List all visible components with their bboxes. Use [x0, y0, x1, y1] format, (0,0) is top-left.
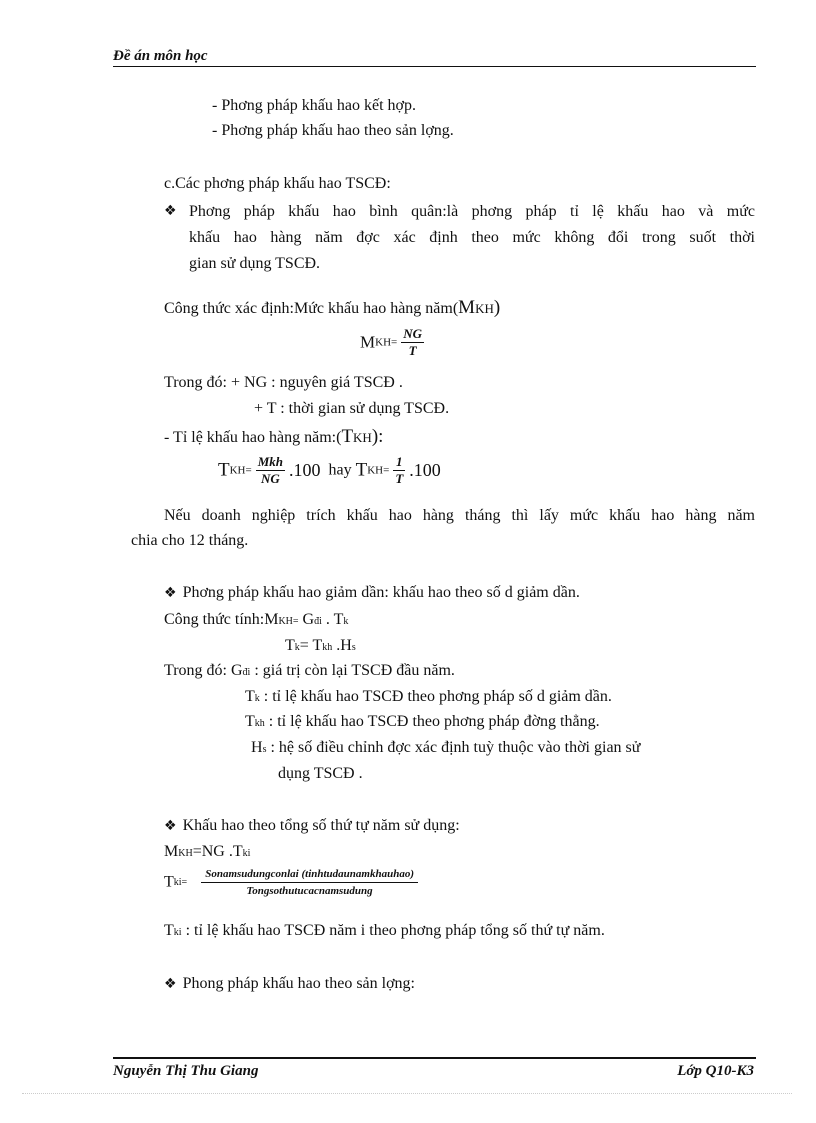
numerator: Sonamsudungconlai (tinhtudaunamkhauhao): [201, 868, 418, 883]
subscript: KH: [353, 430, 372, 445]
text: G: [298, 611, 315, 628]
header-rule: [113, 66, 756, 67]
fraction: [401, 326, 424, 359]
text: - Tỉ lệ khấu hao hàng năm:(: [164, 429, 342, 446]
subscript: kh: [322, 642, 333, 653]
bullet-item: [164, 202, 183, 220]
text: .100: [289, 460, 321, 480]
bullet-item: [164, 817, 460, 835]
text: M: [164, 843, 179, 860]
fraction: [256, 454, 285, 487]
text: M: [360, 332, 376, 352]
formula-tki: [164, 868, 418, 897]
bullet-text: khấu hao hàng năm đợc xác định theo mức không đổi trong suốt thời: [189, 229, 755, 246]
text: Trong đó: G: [164, 662, 243, 679]
ratio-intro: [164, 426, 383, 448]
definition: [164, 922, 605, 940]
paragraph: chia cho 12 tháng.: [131, 532, 249, 549]
subscript: s: [351, 642, 356, 653]
definition: dụng TSCĐ .: [278, 765, 363, 782]
text: .H: [332, 637, 352, 654]
subscript: KH=: [229, 464, 252, 477]
bullet-text: Phong pháp khấu hao theo sản lợng:: [182, 975, 415, 992]
text: : tỉ lệ khấu hao TSCĐ theo phơng pháp số d giảm dần.: [259, 688, 612, 705]
text: : giá trị còn lại TSCĐ đầu năm.: [250, 662, 455, 679]
definition: Trong đó: + NG : nguyên giá TSCĐ .: [164, 374, 403, 391]
text: H: [251, 739, 263, 756]
bullet-text: Khấu hao theo tổng số thứ tự năm sử dụng:: [182, 817, 460, 834]
definition: + T : thời gian sử dụng TSCĐ.: [254, 400, 450, 417]
definition: [245, 688, 612, 706]
subscript: KH=: [278, 616, 299, 627]
diamond-bullet-icon: ❖: [164, 203, 177, 219]
denominator: NG: [260, 471, 280, 486]
diamond-bullet-icon: ❖: [164, 818, 177, 834]
subscript: KH=: [375, 336, 398, 349]
footer-rule: [113, 1057, 756, 1059]
text: M: [458, 297, 476, 318]
text: T: [355, 459, 368, 481]
formula-mkh: [360, 326, 424, 359]
subscript: s: [262, 744, 267, 755]
list-item: - Phơng pháp khấu hao kết hợp.: [212, 97, 416, 114]
numerator: Mkh: [257, 454, 283, 469]
subscript: k: [294, 642, 300, 653]
subscript: KH: [475, 301, 494, 316]
formula-line: [164, 843, 250, 861]
text: .100: [409, 460, 441, 480]
text: Công thức xác định:Mức khấu hao hàng năm(: [164, 300, 459, 317]
bullet-text: Phơng pháp khấu hao bình quân:là phơng pháp tỉ lệ khấu hao và mức: [189, 203, 755, 220]
definition: [251, 739, 640, 757]
bullet-item: [164, 975, 415, 993]
text: : hệ số điều chỉnh đợc xác định tuỳ thuộc vào thời gian sử: [266, 739, 641, 756]
text: . T: [321, 611, 344, 628]
footer-class: Lớp Q10-K3: [677, 1063, 754, 1079]
subscript: k: [343, 616, 349, 627]
fraction: [201, 868, 418, 897]
subscript: ki=: [173, 877, 188, 888]
subscript: k: [254, 693, 260, 704]
diamond-bullet-icon: ❖: [164, 976, 177, 992]
text: : tỉ lệ khấu hao TSCĐ năm i theo phơng pháp tổng số thứ tự năm.: [181, 922, 605, 939]
formula-intro: [164, 297, 500, 319]
subscript: kh: [254, 718, 265, 729]
bullet-text: gian sử dụng TSCĐ.: [189, 255, 321, 272]
numerator: 1: [393, 454, 405, 471]
text: T: [341, 426, 354, 447]
subscript: KH: [178, 848, 193, 859]
denominator: Tongsothutucacnamsudung: [246, 885, 373, 897]
subscript: KH=: [367, 464, 390, 477]
bullet-item: [164, 584, 580, 602]
text: =NG .T: [192, 843, 243, 860]
bullet-text: Phơng pháp khấu hao giảm dần: khấu hao theo số d giảm dần.: [182, 584, 580, 601]
header-title: Đề án môn học: [113, 48, 208, 64]
text: = T: [299, 637, 323, 654]
formula-tkh: [218, 454, 441, 487]
definition: [245, 713, 600, 731]
text: : tỉ lệ khấu hao TSCĐ theo phơng pháp đờng thẳng.: [264, 713, 600, 730]
text: T: [245, 713, 255, 730]
page-edge-divider: [22, 1093, 792, 1094]
text: T: [164, 922, 174, 939]
diamond-bullet-icon: ❖: [164, 585, 177, 601]
denominator: T: [395, 471, 404, 486]
formula-line: [285, 637, 356, 655]
text: T: [164, 873, 174, 891]
numerator: NG: [403, 326, 422, 341]
fraction: [393, 454, 405, 487]
footer-author: Nguyễn Thị Thu Giang: [113, 1063, 259, 1079]
text: Công thức tính:M: [164, 611, 279, 628]
subscript: ki: [242, 848, 251, 859]
definition: [164, 662, 455, 680]
section-heading: c.Các phơng pháp khấu hao TSCĐ:: [164, 175, 391, 192]
denominator: T: [408, 343, 417, 358]
formula-line: [164, 611, 348, 629]
text: T: [245, 688, 255, 705]
subscript: đi: [242, 667, 251, 678]
subscript: ki: [173, 927, 182, 938]
subscript: đi: [314, 616, 322, 627]
text: T: [285, 637, 295, 654]
text: hay: [328, 461, 352, 479]
text: ):: [371, 426, 384, 447]
text: T: [218, 459, 230, 481]
paragraph: Nếu doanh nghiệp trích khấu hao hàng tháng thì lấy mức khấu hao hàng năm: [164, 507, 755, 524]
text: ): [493, 297, 501, 318]
list-item: - Phơng pháp khấu hao theo sản lợng.: [212, 122, 454, 139]
